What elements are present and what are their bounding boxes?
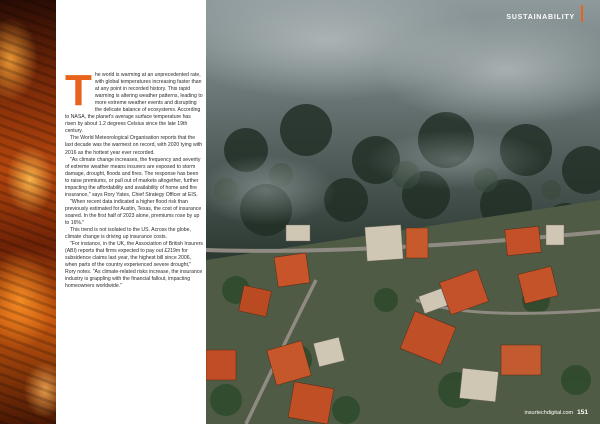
paragraph: "For instance, in the UK, the Association of British Insurers (ABI) reports that firms expected to pay out £219m for subsidence claims last year, the highest bill since 2006, when parts of the country experienced severe drought," Rory notes. "As climate-related risks increase, the insurance industry is grappling with the financial fallout, impacting homeowners worldwide." xyxy=(65,241,203,290)
paragraph-intro xyxy=(65,66,203,135)
footer-url[interactable]: insurtechdigital.com xyxy=(524,410,574,416)
page-footer xyxy=(525,409,588,416)
paragraph: The World Meteorological Organisation reports that the last decade was the warmest on record, with 2020 tying with 2016 as the hottest year ever recorded. xyxy=(65,135,203,156)
page-number: 151 xyxy=(577,409,588,416)
section-label: SUSTAINABILITY xyxy=(506,14,575,21)
aerial-wildfire-photo xyxy=(206,0,600,424)
aerial-photo-illustration xyxy=(206,0,600,424)
paragraph: "When recent data indicated a higher flood risk than previously estimated for Austin, Texas, the cost of insurance soared. In the first half of 2023 alone, premiums rose by up to 16%." xyxy=(65,198,202,226)
intro-text: he world is warming at an unprecedented rate, with global temperatures increasing faster than at any point in recorded history. This rapid warming is altering weather patterns, leading to more extreme weather events and disrupting the delicate balance of ecosystems. According to NASA, the planet's average surface temperature has risen by about 1.2 degrees Celsius since the late 19th century. xyxy=(65,72,203,135)
accent-bar xyxy=(581,5,583,22)
article-column xyxy=(56,0,206,424)
paragraph: This trend is not isolated to the US. Across the globe, climate change is driving up insurance costs. xyxy=(65,227,191,241)
paragraph: "As climate change increases, the frequency and severity of extreme weather means insurers are exposed to storm damage, drought, floods and fires. The response has been to raise premiums, or pull out of markets altogether, further impacting the affordability and availability of home and fire insurance," says Rory Yates, Chief Strategy Officer at EIS. xyxy=(65,156,201,198)
article-body xyxy=(65,66,203,290)
dropcap: T xyxy=(65,66,92,115)
fire-photo xyxy=(0,0,56,424)
